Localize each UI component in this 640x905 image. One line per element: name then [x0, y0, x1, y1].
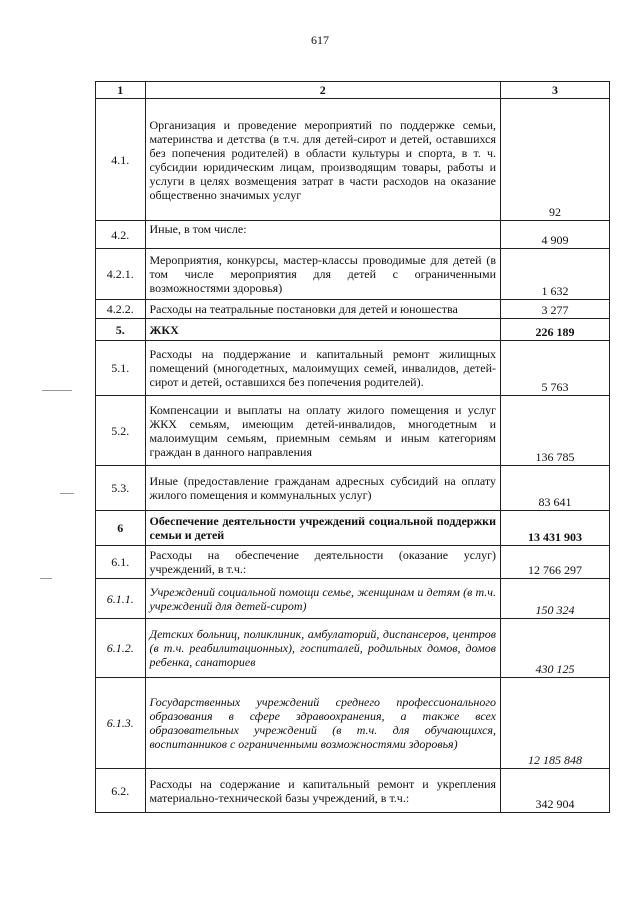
row-description: Организация и проведение мероприятий по поддержке семьи, материнства и детства (в т.ч. для детей-сирот и детей, оставшихся без попечения родителей) в области культуры и спорта, в т. ч. субсидии юридическим лицам, производящим товары, работы и услуги в целях возмещения затрат в части расходов на оказание общественно значимых услуг — [145, 99, 501, 221]
page-number: 617 — [311, 33, 329, 47]
scan-mark — [40, 578, 52, 579]
row-description: Иные, в том числе: — [145, 221, 501, 249]
row-number: 6.1.2. — [96, 619, 146, 678]
row-description: Расходы на театральные постановки для детей и юношества — [145, 300, 501, 319]
row-number: 6.2. — [96, 769, 146, 813]
row-number: 5.3. — [96, 466, 146, 511]
table-row — [96, 466, 610, 511]
row-number: 5. — [96, 319, 146, 341]
row-amount: 430 125 — [501, 619, 610, 678]
scan-mark — [42, 390, 72, 391]
scan-mark — [60, 493, 74, 494]
row-number: 6.1.1. — [96, 579, 146, 619]
table-row-section — [96, 319, 610, 341]
row-description: Расходы на обеспечение деятельности (оказание услуг) учреждений, в т.ч.: — [145, 546, 501, 579]
row-amount: 13 431 903 — [501, 511, 610, 546]
header-col-3: 3 — [501, 82, 610, 99]
row-number: 5.2. — [96, 396, 146, 466]
row-amount: 83 641 — [501, 466, 610, 511]
row-description: Мероприятия, конкурсы, мастер-классы проводимые для детей (в том числе мероприятия для детей с ограниченными возможностями здоровья) — [145, 249, 501, 300]
row-amount: 150 324 — [501, 579, 610, 619]
table-row — [96, 396, 610, 466]
table-row — [96, 99, 610, 221]
row-number: 4.2. — [96, 221, 146, 249]
row-number: 5.1. — [96, 341, 146, 396]
table-row — [96, 546, 610, 579]
row-description: ЖКХ — [145, 319, 501, 341]
row-amount: 12 185 848 — [501, 678, 610, 769]
table-row — [96, 678, 610, 769]
row-description: Обеспечение деятельности учреждений социальной поддержки семьи и детей — [145, 511, 501, 546]
table-row — [96, 619, 610, 678]
row-number: 4.2.1. — [96, 249, 146, 300]
table-row — [96, 341, 610, 396]
row-amount: 92 — [501, 99, 610, 221]
row-amount: 3 277 — [501, 300, 610, 319]
row-description: Государственных учреждений среднего профессионального образования в сфере здравоохранения, а также всех образовательных учреждений (в т.ч. для обучающихся, воспитанников с ограниченными возможностями здоровья) — [145, 678, 501, 769]
row-amount: 5 763 — [501, 341, 610, 396]
table-row — [96, 249, 610, 300]
row-number: 4.1. — [96, 99, 146, 221]
table-row-section — [96, 511, 610, 546]
row-description: Расходы на поддержание и капитальный ремонт жилищных помещений (многодетных, малоимущих семей, инвалидов, детей-сирот и детей, оставшихся без попечения родителей). — [145, 341, 501, 396]
table-row — [96, 579, 610, 619]
row-description: Расходы на содержание и капитальный ремонт и укрепления материально-технической базы учреждений, в т.ч.: — [145, 769, 501, 813]
table-row — [96, 300, 610, 319]
row-amount: 4 909 — [501, 221, 610, 249]
row-description: Иные (предоставление гражданам адресных субсидий на оплату жилого помещения и коммунальных услуг) — [145, 466, 501, 511]
row-number: 4.2.2. — [96, 300, 146, 319]
row-description: Детских больниц, поликлиник, амбулаторий, диспансеров, центров (в т.ч. реабилитационных), госпиталей, родильных домов, домов ребенка, санаториев — [145, 619, 501, 678]
budget-table — [95, 81, 610, 813]
row-amount: 12 766 297 — [501, 546, 610, 579]
row-amount: 1 632 — [501, 249, 610, 300]
row-amount: 342 904 — [501, 769, 610, 813]
table-row — [96, 221, 610, 249]
row-number: 6 — [96, 511, 146, 546]
row-description: Учреждений социальной помощи семье, женщинам и детям (в т.ч. учреждений для детей-сирот) — [145, 579, 501, 619]
row-number: 6.1. — [96, 546, 146, 579]
row-amount: 226 189 — [501, 319, 610, 341]
header-col-2: 2 — [145, 82, 501, 99]
row-number: 6.1.3. — [96, 678, 146, 769]
row-description: Компенсации и выплаты на оплату жилого помещения и услуг ЖКХ семьям, имеющим детей-инвалидов, многодетным и малоимущим семьям, приемным семьям и иным категориям граждан в данного направления — [145, 396, 501, 466]
table-row — [96, 769, 610, 813]
row-amount: 136 785 — [501, 396, 610, 466]
table-header-row — [96, 82, 610, 99]
header-col-1: 1 — [96, 82, 146, 99]
